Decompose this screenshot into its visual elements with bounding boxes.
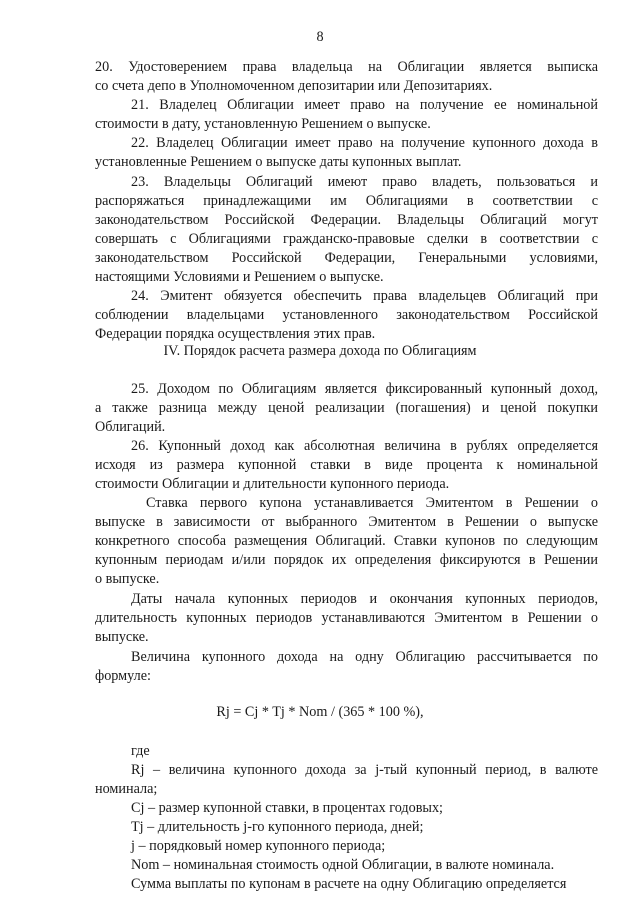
text-line: а также разница между ценой реализации (погашения) и ценой покупки [95,400,598,416]
text-line: конкретного способа размещения Облигаций. Ставки купонов по следующим [95,533,598,549]
text-line: законодательством Российской Федерации. Владельцы Облигаций могут [95,212,598,228]
text-line: выпуске в зависимости от выбранного Эмитентом в Решении о выпуске [95,514,598,530]
text-line: установленные Решением о выпуске даты купонных выплат. [95,154,462,170]
section-heading: IV. Порядок расчета размера дохода по Облигациям [163,343,477,359]
text-line: законодательством Российской Федерации, Генеральными условиями, [95,250,598,266]
text-line: Облигаций. [95,419,166,435]
text-line: 20. Удостоверением права владельца на Облигации является выписка [95,59,598,75]
text-line: номинала; [95,781,158,797]
text-line: Федерации порядка осуществления этих прав. [95,326,376,342]
formula: Rj = Cj * Tj * Nom / (365 * 100 %), [216,704,424,720]
text-line: Величина купонного дохода на одну Облигацию рассчитывается по [131,649,598,665]
text-line: стоимости Облигации и длительности купонного периода. [95,476,450,492]
text-line: длительность купонных периодов устанавливаются Эмитентом в Решении о [95,610,598,626]
text-line: Tj – длительность j-го купонного периода, дней; [131,819,424,835]
text-line: Даты начала купонных периодов и окончания купонных периодов, [131,591,598,607]
text-line: о выпуске. [95,571,160,587]
text-line: 22. Владелец Облигации имеет право на получение купонного дохода в [131,135,598,151]
text-line: выпуске. [95,629,149,645]
text-line: 26. Купонный доход как абсолютная величина в рублях определяется [131,438,598,454]
text-line: совершать с Облигациями гражданско-правовые сделки в соответствии с [95,231,598,247]
text-line: где [131,743,150,759]
text-line: соблюдении владельцами установленного законодательством Российской [95,307,598,323]
text-line: формуле: [95,668,151,684]
text-line: исходя из размера купонной ставки в виде процента к номинальной [95,457,598,473]
text-line: купонным периодам и/или порядок их определения фиксируются в Решении [95,552,598,568]
text-line: Cj – размер купонной ставки, в процентах годовых; [131,800,443,816]
text-line: Сумма выплаты по купонам в расчете на одну Облигацию определяется [131,876,567,892]
text-line: 25. Доходом по Облигациям является фиксированный купонный доход, [131,381,598,397]
text-line: Nom – номинальная стоимость одной Облигации, в валюте номинала. [131,857,555,873]
text-line: 21. Владелец Облигации имеет право на получение ее номинальной [131,97,598,113]
text-line: настоящими Условиями и Решением о выпуске. [95,269,384,285]
text-line: стоимости в дату, установленную Решением о выпуске. [95,116,431,132]
text-line: Ставка первого купона устанавливается Эмитентом в Решении о [146,495,598,511]
text-line: 24. Эмитент обязуется обеспечить права владельцев Облигаций при [131,288,598,304]
text-line: Rj – величина купонного дохода за j-тый купонный период, в валюте [131,762,598,778]
text-line: распоряжаться принадлежащими им Облигациями в соответствии с [95,193,598,209]
page-number: 8 [316,29,324,45]
text-line: 23. Владельцы Облигаций имеют право владеть, пользоваться и [131,174,598,190]
text-line: j – порядковый номер купонного периода; [131,838,386,854]
text-line: со счета депо в Уполномоченном депозитарии или Депозитариях. [95,78,493,94]
